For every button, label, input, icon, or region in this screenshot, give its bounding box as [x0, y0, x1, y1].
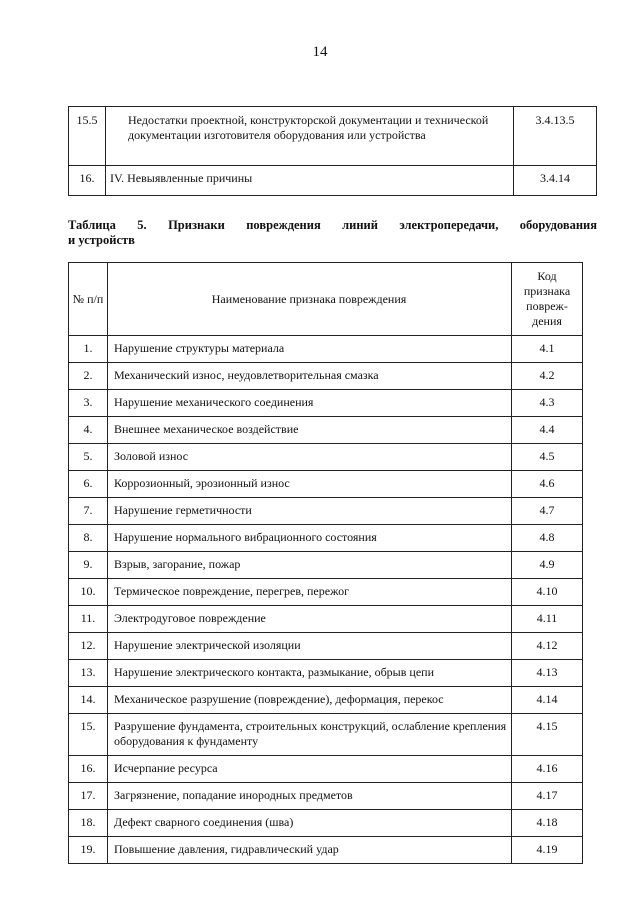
row-text: Механическое разрушение (повреждение), деформация, перекос: [108, 687, 512, 714]
table-row: [69, 783, 583, 810]
row-code: 4.8: [512, 525, 583, 552]
row-number: 12.: [69, 633, 108, 660]
table-header-row: [69, 263, 583, 336]
row-number: 16.: [69, 166, 106, 196]
row-number: 1.: [69, 336, 108, 363]
row-code: 4.4: [512, 417, 583, 444]
table-row: [69, 552, 583, 579]
table-row: [69, 363, 583, 390]
row-code: 3.4.14: [514, 166, 597, 196]
row-code: 4.19: [512, 837, 583, 864]
table-caption: [68, 218, 597, 248]
row-number: 6.: [69, 471, 108, 498]
header-name: Наименование признака повреждения: [108, 263, 512, 336]
row-number: 15.: [69, 714, 108, 756]
table-5: [68, 262, 583, 864]
row-code: 4.15: [512, 714, 583, 756]
row-text: Исчерпание ресурса: [108, 756, 512, 783]
header-code: Код признака повреж-дения: [512, 263, 583, 336]
table-row: [69, 756, 583, 783]
table-row: [69, 660, 583, 687]
row-text: Термическое повреждение, перегрев, пережог: [108, 579, 512, 606]
row-text: Нарушение структуры материала: [108, 336, 512, 363]
row-number: 10.: [69, 579, 108, 606]
row-text: Нарушение электрического контакта, размыкание, обрыв цепи: [108, 660, 512, 687]
row-code: 4.14: [512, 687, 583, 714]
row-number: 19.: [69, 837, 108, 864]
row-code: 4.16: [512, 756, 583, 783]
row-text: Разрушение фундамента, строительных конструкций, ослабление крепления оборудования к фундаменту: [108, 714, 512, 756]
row-code: 4.17: [512, 783, 583, 810]
row-code: 4.5: [512, 444, 583, 471]
table-continuation: [68, 106, 597, 196]
table-row: [69, 633, 583, 660]
row-code: 4.2: [512, 363, 583, 390]
row-text: Нарушение механического соединения: [108, 390, 512, 417]
row-number: 9.: [69, 552, 108, 579]
caption-line-2: и устройств: [68, 233, 135, 247]
row-text: Золовой износ: [108, 444, 512, 471]
row-code: 4.6: [512, 471, 583, 498]
table-row: [69, 471, 583, 498]
header-number: № п/п: [69, 263, 108, 336]
table-row: [69, 107, 597, 166]
row-code: 4.12: [512, 633, 583, 660]
table-row: [69, 714, 583, 756]
row-text: Загрязнение, попадание инородных предметов: [108, 783, 512, 810]
row-code: 4.3: [512, 390, 583, 417]
table-row: [69, 687, 583, 714]
row-text: Нарушение герметичности: [108, 498, 512, 525]
row-number: 7.: [69, 498, 108, 525]
row-number: 14.: [69, 687, 108, 714]
row-number: 3.: [69, 390, 108, 417]
row-number: 18.: [69, 810, 108, 837]
table-row: [69, 606, 583, 633]
row-text: Коррозионный, эрозионный износ: [108, 471, 512, 498]
table-row: [69, 417, 583, 444]
row-number: 11.: [69, 606, 108, 633]
row-text: Электродуговое повреждение: [108, 606, 512, 633]
table-row: [69, 525, 583, 552]
row-number: 15.5: [69, 107, 106, 166]
row-code: 3.4.13.5: [514, 107, 597, 166]
table-row: [69, 498, 583, 525]
table-row: [69, 579, 583, 606]
table-row: [69, 444, 583, 471]
table-row: [69, 336, 583, 363]
row-code: 4.7: [512, 498, 583, 525]
row-text: Нарушение электрической изоляции: [108, 633, 512, 660]
table-row: [69, 166, 597, 196]
row-number: 5.: [69, 444, 108, 471]
row-number: 16.: [69, 756, 108, 783]
row-text: Механический износ, неудовлетворительная смазка: [108, 363, 512, 390]
row-code: 4.11: [512, 606, 583, 633]
row-code: 4.10: [512, 579, 583, 606]
row-text: Взрыв, загорание, пожар: [108, 552, 512, 579]
table-row: [69, 390, 583, 417]
row-code: 4.18: [512, 810, 583, 837]
caption-line-1: Таблица 5. Признаки повреждения линий электропередачи, оборудования: [68, 218, 597, 232]
row-text: Дефект сварного соединения (шва): [108, 810, 512, 837]
row-number: 2.: [69, 363, 108, 390]
row-code: 4.9: [512, 552, 583, 579]
row-text: Недостатки проектной, конструкторской документации и технической документации изготовителя оборудования или устройства: [106, 107, 514, 166]
row-text: IV. Невыявленные причины: [106, 166, 514, 196]
page-number: 14: [312, 44, 328, 60]
row-text: Внешнее механическое воздействие: [108, 417, 512, 444]
row-code: 4.13: [512, 660, 583, 687]
table-row: [69, 810, 583, 837]
table-row: [69, 837, 583, 864]
row-number: 4.: [69, 417, 108, 444]
row-text: Нарушение нормального вибрационного состояния: [108, 525, 512, 552]
row-code: 4.1: [512, 336, 583, 363]
row-number: 13.: [69, 660, 108, 687]
row-number: 8.: [69, 525, 108, 552]
row-text: Повышение давления, гидравлический удар: [108, 837, 512, 864]
row-number: 17.: [69, 783, 108, 810]
